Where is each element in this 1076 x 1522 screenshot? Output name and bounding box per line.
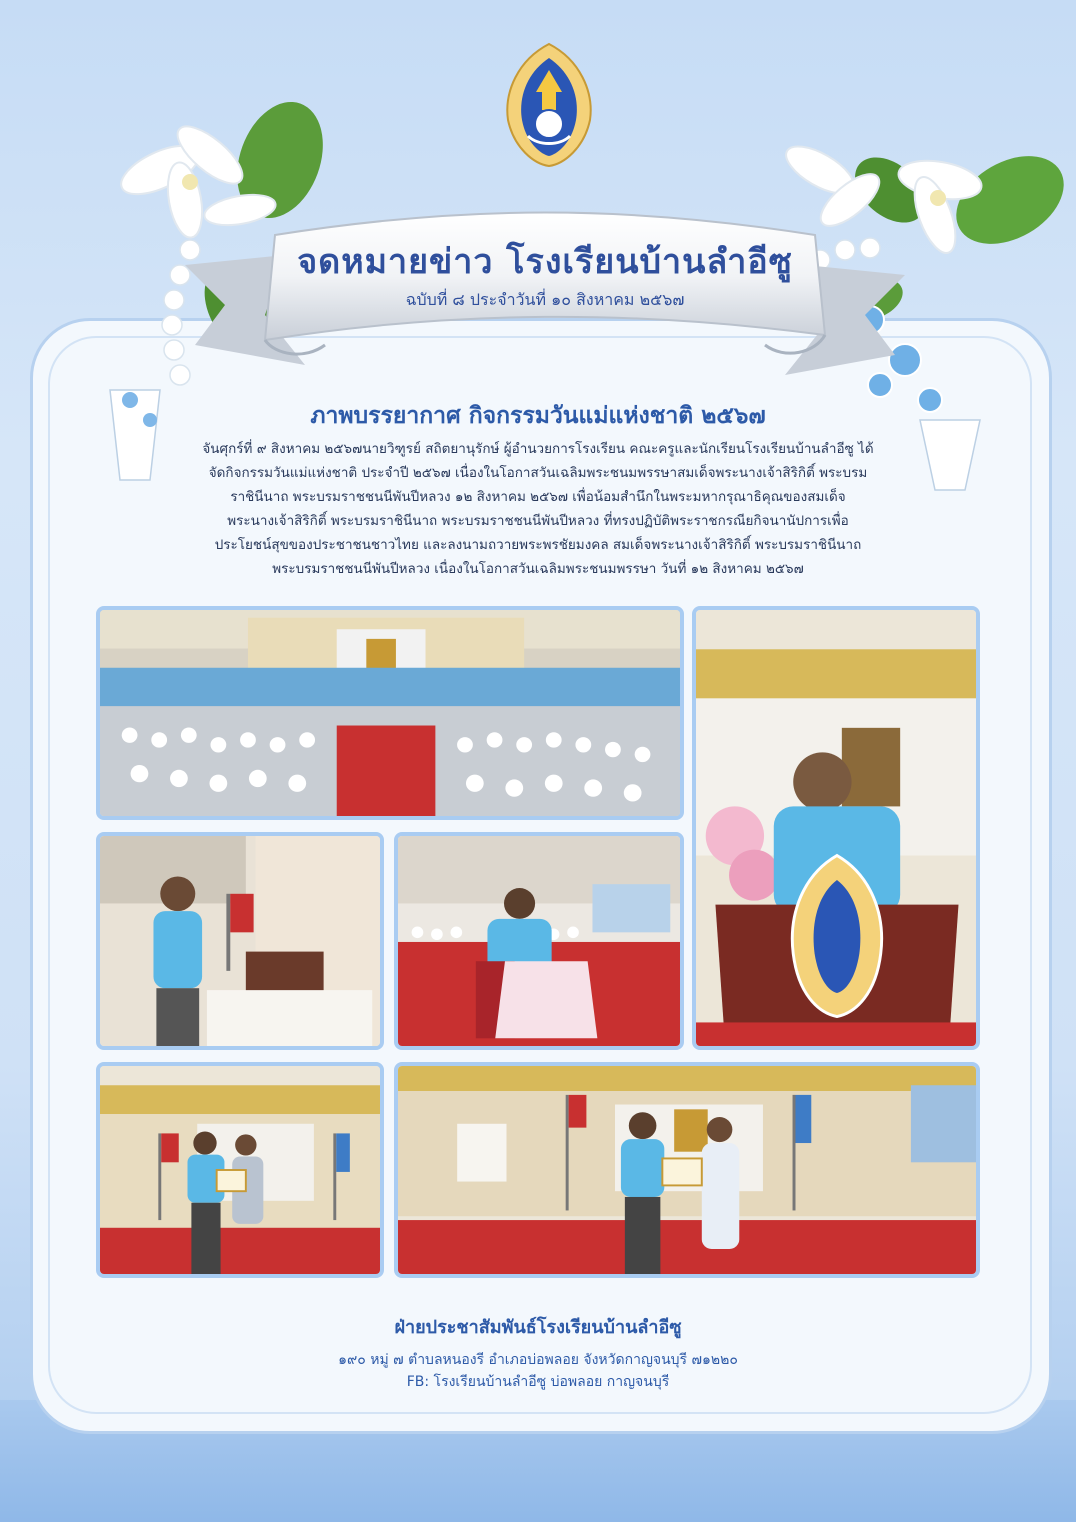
article-line: ประโยชน์สุขของประชาชนชาวไทย และลงนามถวายพระพรชัยมงคล สมเด็จพระนางเจ้าสิริกิติ์ พระบรมราชินีนาถ <box>214 537 862 553</box>
photo-candle-lighting <box>96 832 384 1050</box>
article-line: จัดกิจกรรมวันแม่แห่งชาติ ประจำปี ๒๕๖๗ เนื่องในโอกาสวันเฉลิมพระชนมพรรษาสมเด็จพระนางเจ้าสิริกิติ์ พระบรม <box>208 465 868 481</box>
footer-address: ๑๙๐ หมู่ ๗ ตำบลหนองรี อำเภอบ่อพลอย จังหวัดกาญจนบุรี ๗๑๒๒๐ <box>338 1352 738 1368</box>
article-line: จันศุกร์ที่ ๙ สิงหาคม ๒๕๖๗นายวิฑูรย์ สถิตยานุรักษ์ ผู้อำนวยการโรงเรียน คณะครูและนักเรียนโรงเรียนบ้านลำอีซู ได้ <box>202 441 874 457</box>
issue-line: ฉบับที่ ๘ ประจำวันที่ ๑๐ สิงหาคม ๒๕๖๗ <box>405 290 685 309</box>
article-line: พระนางเจ้าสิริกิติ์ พระบรมราชินีนาถ พระบรมราชชนนีพันปีหลวง ที่ทรงปฏิบัติพระราชกรณียกิจนานัปการเพื่อ <box>227 513 849 529</box>
newsletter-title: จดหมายข่าว โรงเรียนบ้านลำอีซู <box>297 242 793 282</box>
footer-facebook: FB: โรงเรียนบ้านลำอีซู บ่อพลอย กาญจนบุรี <box>406 1374 670 1390</box>
photo-assembly <box>96 606 684 820</box>
school-logo-icon <box>498 40 600 168</box>
photo-speaker <box>692 606 980 1050</box>
article-body <box>192 437 884 581</box>
footer-organization: ฝ่ายประชาสัมพันธ์โรงเรียนบ้านลำอีซู <box>394 1317 682 1338</box>
article-line: ราชินีนาถ พระบรมราชชนนีพันปีหลวง ๑๒ สิงหาคม ๒๕๖๗ เพื่อน้อมสำนึกในพระมหากรุณาธิคุณของสมเด็จ <box>230 489 846 505</box>
article-line: พระบรมราชชนนีพันปีหลวง เนื่องในโอกาสวันเฉลิมพระชนมพรรษา วันที่ ๑๒ สิงหาคม ๒๕๖๗ <box>272 561 804 577</box>
photo-signing <box>394 832 684 1050</box>
photo-award-1 <box>96 1062 384 1278</box>
article-heading: ภาพบรรยากาศ กิจกรรมวันแม่แห่งชาติ ๒๕๖๗ <box>310 402 766 429</box>
photo-award-2 <box>394 1062 980 1278</box>
